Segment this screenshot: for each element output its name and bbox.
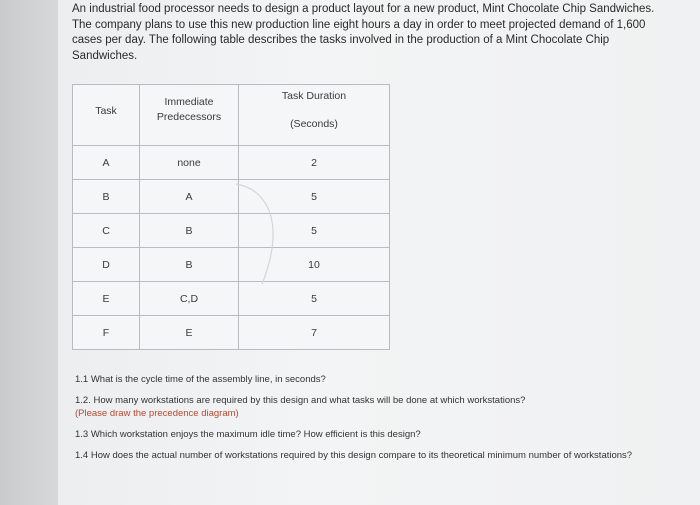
cell-task: B — [73, 180, 140, 214]
cell-task: E — [73, 282, 140, 316]
background-left-edge — [0, 0, 58, 505]
cell-duration: 7 — [239, 316, 390, 350]
question-1-4: 1.4 How does the actual number of workstations required by this design compare to its theoretical minimum number of workstations? — [75, 450, 633, 461]
table-row — [73, 282, 390, 316]
cell-duration: 5 — [239, 180, 390, 214]
cell-task: C — [73, 214, 140, 248]
cell-predecessor: C,D — [140, 282, 239, 316]
cell-predecessor: B — [140, 214, 239, 248]
cell-task: D — [73, 248, 140, 282]
question-1-2-note: (Please draw the precedence diagram) — [75, 408, 239, 419]
cell-duration: 2 — [239, 146, 390, 180]
problem-statement: An industrial food processor needs to design a product layout for a new product, Mint Chocolate Chip Sandwiches. The company plans to use this new production line eight hours a day in order to meet projected demand of 1,600 cases per day. The following table describes the tasks involved in the production of a Mint Chocolate Chip Sandwiches. — [72, 3, 655, 62]
table-row — [73, 214, 390, 248]
table-row — [73, 180, 390, 214]
question-1-3: 1.3 Which workstation enjoys the maximum idle time? How efficient is this design? — [75, 429, 421, 440]
header-predecessors: Immediate Predecessors — [140, 85, 239, 146]
header-task: Task — [73, 85, 140, 146]
question-1-2: 1.2. How many workstations are required by this design and what tasks will be done at which workstations? — [75, 395, 526, 406]
cell-predecessor: A — [140, 180, 239, 214]
table-header-row — [73, 85, 390, 146]
cell-predecessor: B — [140, 248, 239, 282]
table-row — [73, 316, 390, 350]
task-table — [72, 84, 390, 350]
cell-duration: 10 — [239, 248, 390, 282]
cell-duration: 5 — [239, 282, 390, 316]
cell-duration: 5 — [239, 214, 390, 248]
header-duration: Task Duration (Seconds) — [239, 85, 390, 146]
table-row — [73, 248, 390, 282]
cell-task: F — [73, 316, 140, 350]
cell-predecessor: none — [140, 146, 239, 180]
table-row — [73, 146, 390, 180]
cell-task: A — [73, 146, 140, 180]
questions-section — [75, 374, 635, 462]
question-1-1: 1.1 What is the cycle time of the assembly line, in seconds? — [75, 374, 326, 385]
cell-predecessor: E — [140, 316, 239, 350]
